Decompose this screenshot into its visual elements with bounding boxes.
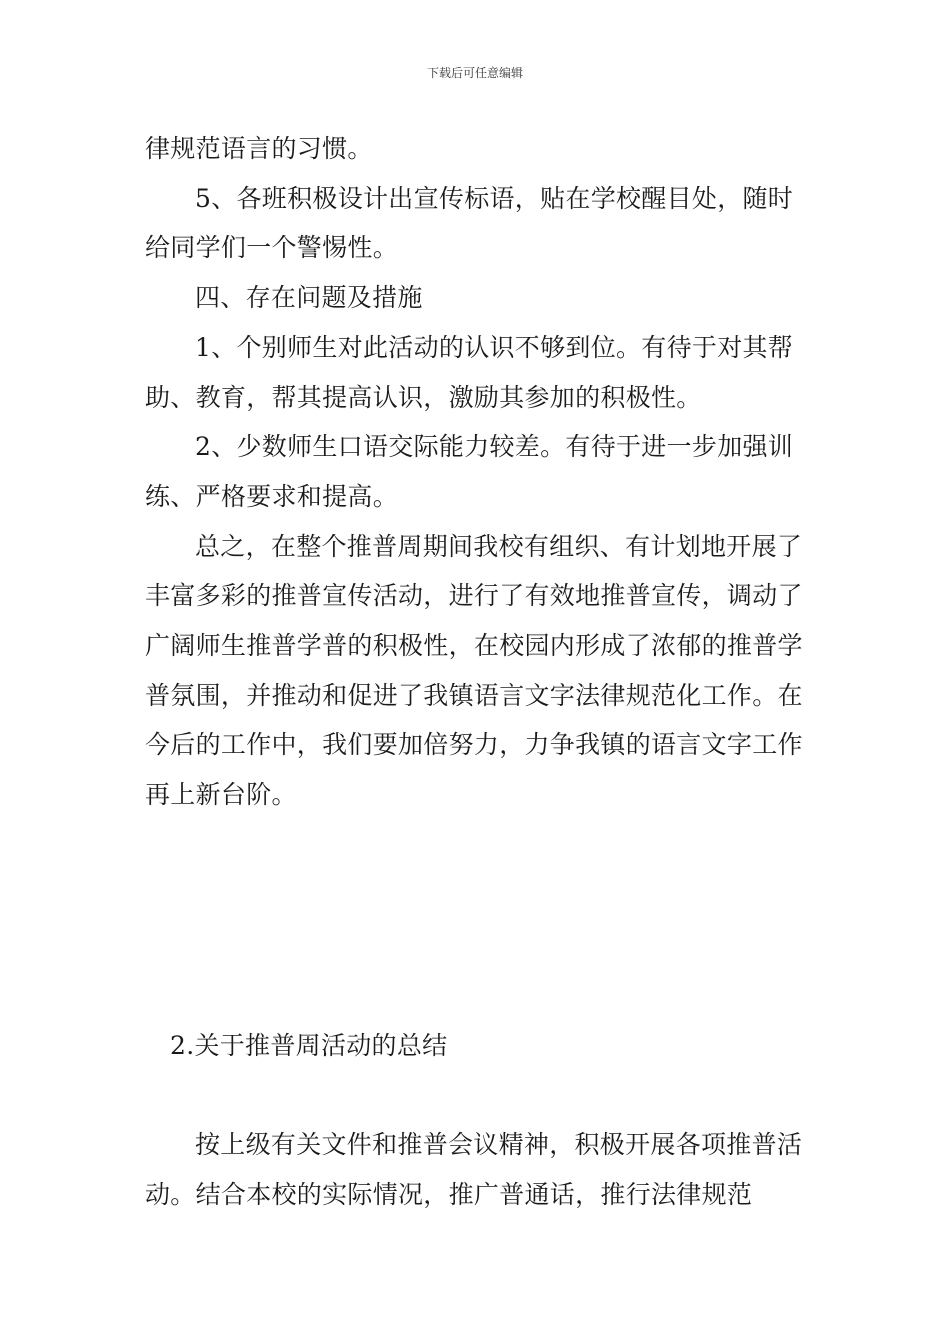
article-heading: 2.关于推普周活动的总结: [170, 1031, 448, 1060]
paragraph-intro: 按上级有关文件和推普会议精神，积极开展各项推普活动。结合本校的实际情况，推广普通话，推行法律规范: [145, 1130, 803, 1209]
page-header-note: 下载后可任意编辑: [426, 66, 523, 80]
document-body-section-2: [145, 1120, 810, 1219]
section-subheading: 四、存在问题及措施: [195, 283, 423, 313]
paragraph-item-2: 2、少数师生口语交际能力较差。有待于进一步加强训练、严格要求和提高。: [145, 432, 794, 511]
paragraph-item-1: 1、个别师生对此活动的认识不够到位。有待于对其帮助、教育，帮其提高认识，激励其参加的积极性。: [145, 332, 794, 412]
paragraph-conclusion: 总之，在整个推普周期间我校有组织、有计划地开展了丰富多彩的推普宣传活动，进行了有效地推普宣传，调动了广阔师生推普学普的积极性，在校园内形成了浓郁的推普学普氛围，并推动和促进了我镇语言文字法律规范化工作。在今后的工作中，我们要加倍努力，力争我镇的语言文字工作再上新台阶。: [145, 531, 803, 810]
paragraph-item-5: 5、各班积极设计出宣传标语，贴在学校醒目处，随时给同学们一个警惕性。: [145, 183, 794, 263]
document-body-section: [145, 124, 810, 820]
paragraph-continued: 律规范语言的习惯。: [145, 134, 373, 163]
